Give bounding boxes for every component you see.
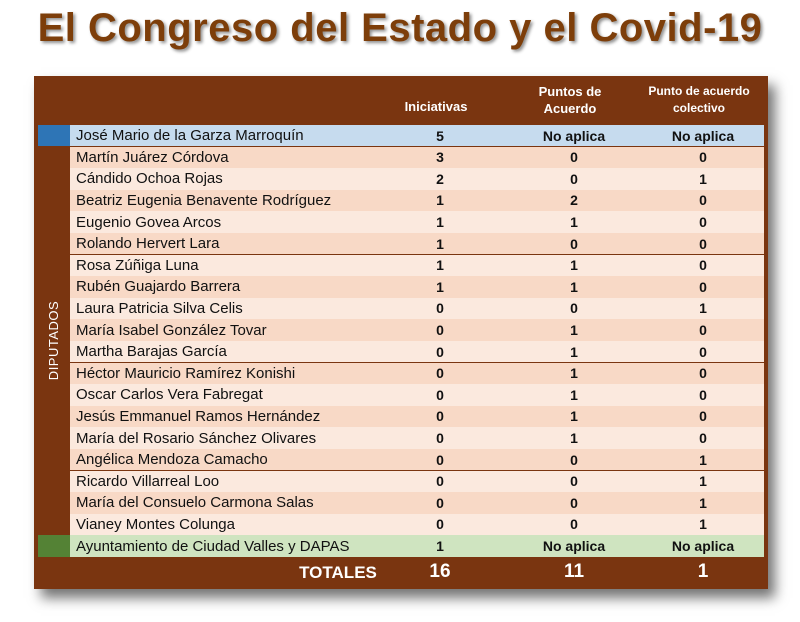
row-puntos: 1 — [570, 214, 578, 231]
header-punto-colectivo — [634, 76, 764, 124]
row-name: Rolando Hervert Lara — [76, 235, 220, 253]
table-row — [38, 147, 764, 168]
row-iniciativas: 1 — [436, 192, 444, 209]
table-row — [38, 492, 764, 513]
row-colectivo: 0 — [699, 408, 707, 425]
row-name: Laura Patricia Silva Celis — [76, 299, 243, 317]
table-row — [38, 384, 764, 405]
row-iniciativas: 1 — [436, 278, 444, 295]
row-colectivo: No aplica — [671, 538, 735, 555]
row-colectivo: 1 — [699, 473, 707, 490]
row-colectivo: 0 — [699, 214, 707, 231]
row-name: Ricardo Villarreal Loo — [76, 472, 220, 490]
row-puntos: 1 — [570, 365, 578, 382]
row-name: Cándido Ochoa Rojas — [76, 170, 223, 188]
row-name: Eugenio Govea Arcos — [76, 213, 222, 231]
table-row — [38, 535, 764, 556]
table-row — [38, 319, 764, 340]
row-iniciativas: 5 — [436, 127, 444, 144]
row-puntos: 1 — [570, 257, 578, 274]
row-colectivo: 1 — [699, 451, 707, 468]
side-label — [38, 148, 70, 533]
row-puntos: 0 — [570, 300, 578, 317]
row-puntos: 1 — [570, 322, 578, 339]
row-name: Rosa Zúñiga Luna — [76, 256, 199, 274]
table-row — [38, 211, 764, 232]
table-row — [38, 125, 764, 146]
row-puntos: 0 — [570, 451, 578, 468]
row-puntos: 0 — [570, 516, 578, 533]
table-row — [38, 298, 764, 319]
row-puntos: No aplica — [542, 127, 606, 144]
row-iniciativas: 0 — [436, 451, 444, 468]
row-name: Martha Barajas García — [76, 343, 227, 361]
results-table — [34, 76, 768, 589]
row-iniciativas: 0 — [436, 322, 444, 339]
side-label-text: DIPUTADOS — [46, 300, 62, 381]
table-row — [38, 233, 764, 254]
row-name: Beatriz Eugenia Benavente Rodríguez — [76, 191, 332, 209]
row-puntos: 1 — [570, 278, 578, 295]
row-iniciativas: 3 — [436, 149, 444, 166]
row-colectivo: 0 — [699, 430, 707, 447]
row-name: José Mario de la Garza Marroquín — [76, 127, 304, 145]
row-puntos: 2 — [570, 192, 578, 209]
row-iniciativas: 0 — [436, 494, 444, 511]
row-name: Rubén Guajardo Barrera — [76, 278, 241, 296]
table-row — [38, 514, 764, 535]
totals-iniciativas: 16 — [429, 561, 451, 582]
header-puntos-acuerdo-line1: Puntos de — [538, 84, 602, 99]
row-colectivo: 0 — [699, 322, 707, 339]
totals-row — [38, 557, 764, 587]
header-punto-colectivo-line1: Punto de acuerdo — [648, 84, 750, 98]
row-name: María Isabel González Tovar — [76, 321, 267, 339]
totals-colectivo: 1 — [697, 561, 709, 582]
row-colectivo: No aplica — [671, 127, 735, 144]
row-colectivo: 0 — [699, 192, 707, 209]
row-colectivo: 0 — [699, 257, 707, 274]
table-row — [38, 341, 764, 362]
row-colectivo: 0 — [699, 149, 707, 166]
row-marker — [38, 125, 70, 146]
row-iniciativas: 0 — [436, 473, 444, 490]
table-row — [38, 255, 764, 276]
header-punto-colectivo-line2: colectivo — [672, 101, 726, 115]
row-puntos: 1 — [570, 430, 578, 447]
page-title: El Congreso del Estado y el Covid-19 — [37, 6, 763, 50]
table-row — [38, 363, 764, 384]
row-name: Jesús Emmanuel Ramos Hernández — [76, 407, 321, 425]
row-iniciativas: 1 — [436, 538, 444, 555]
header-puntos-acuerdo-line2: Acuerdo — [543, 101, 597, 116]
table-row — [38, 449, 764, 470]
table-row — [38, 406, 764, 427]
row-colectivo: 0 — [699, 365, 707, 382]
row-iniciativas: 0 — [436, 365, 444, 382]
row-colectivo: 1 — [699, 170, 707, 187]
table-row — [38, 168, 764, 189]
header-puntos-acuerdo — [516, 76, 624, 124]
row-iniciativas: 0 — [436, 516, 444, 533]
table-row — [38, 190, 764, 211]
row-puntos: No aplica — [542, 538, 606, 555]
row-iniciativas: 0 — [436, 386, 444, 403]
row-puntos: 0 — [570, 494, 578, 511]
row-name: Ayuntamiento de Ciudad Valles y DAPAS — [76, 537, 350, 555]
totals-label: TOTALES — [299, 563, 377, 582]
row-colectivo: 0 — [699, 278, 707, 295]
row-name: Martín Juárez Córdova — [76, 148, 229, 166]
row-puntos: 0 — [570, 149, 578, 166]
row-colectivo: 0 — [699, 386, 707, 403]
row-puntos: 1 — [570, 408, 578, 425]
row-iniciativas: 0 — [436, 408, 444, 425]
row-colectivo: 1 — [699, 494, 707, 511]
row-name: Angélica Mendoza Camacho — [76, 451, 268, 469]
row-colectivo: 1 — [699, 300, 707, 317]
row-puntos: 1 — [570, 386, 578, 403]
row-name: María del Rosario Sánchez Olivares — [76, 429, 317, 447]
table-row — [38, 427, 764, 448]
row-puntos: 0 — [570, 473, 578, 490]
row-marker — [38, 535, 70, 556]
row-name: María del Consuelo Carmona Salas — [76, 494, 314, 512]
row-iniciativas: 0 — [436, 343, 444, 360]
row-name: Vianey Montes Colunga — [76, 515, 235, 533]
row-iniciativas: 0 — [436, 300, 444, 317]
table-row — [38, 276, 764, 297]
row-puntos: 0 — [570, 170, 578, 187]
row-iniciativas: 2 — [436, 170, 444, 187]
row-iniciativas: 1 — [436, 214, 444, 231]
header-iniciativas: Iniciativas — [404, 98, 468, 114]
row-iniciativas: 1 — [436, 257, 444, 274]
totals-puntos: 11 — [563, 561, 585, 582]
row-name: Héctor Mauricio Ramírez Konishi — [76, 364, 296, 382]
table-row — [38, 471, 764, 492]
row-iniciativas: 0 — [436, 430, 444, 447]
row-colectivo: 0 — [699, 235, 707, 252]
row-name: Oscar Carlos Vera Fabregat — [76, 386, 263, 404]
row-iniciativas: 1 — [436, 235, 444, 252]
row-puntos: 1 — [570, 343, 578, 360]
row-colectivo: 0 — [699, 343, 707, 360]
row-colectivo: 1 — [699, 516, 707, 533]
row-puntos: 0 — [570, 235, 578, 252]
